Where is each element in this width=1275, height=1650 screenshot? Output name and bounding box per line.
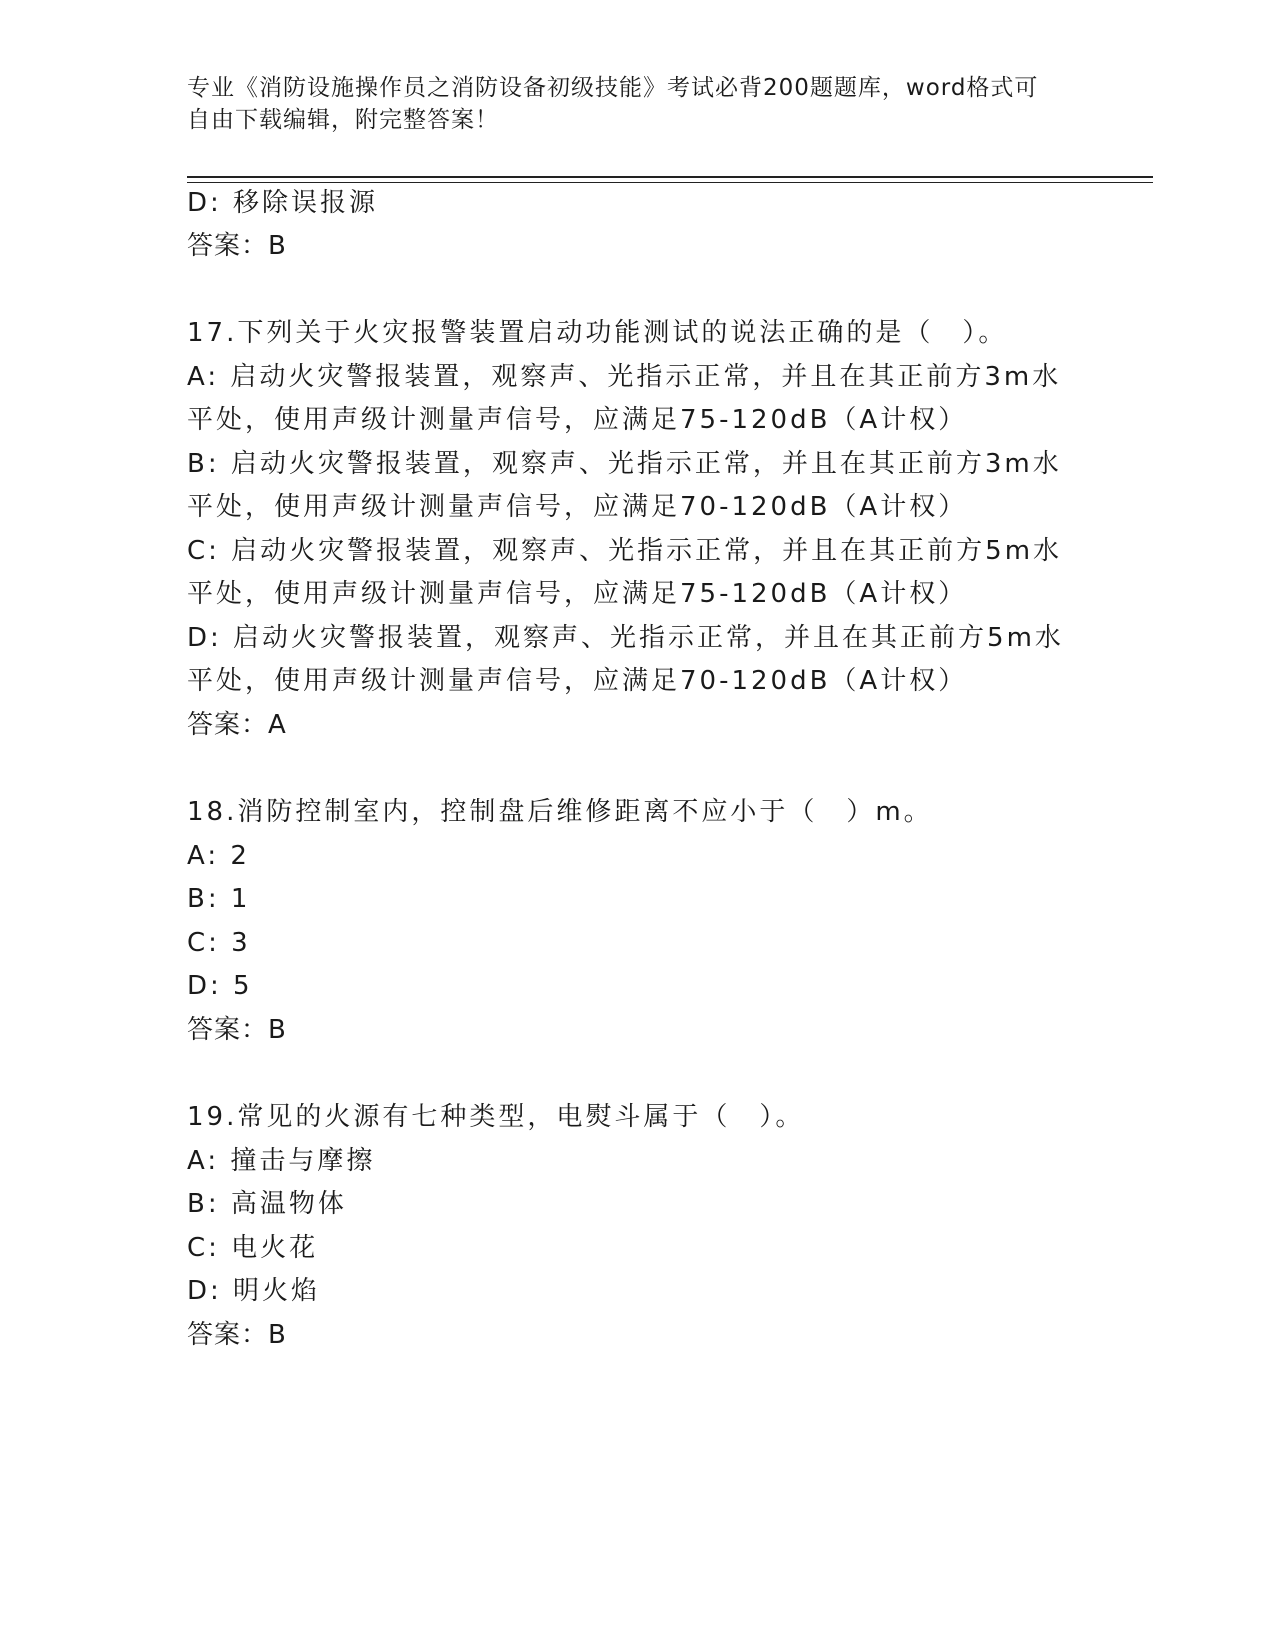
q18-answer: 答案：B	[187, 1015, 287, 1045]
prev-option-d: D: 移除误报源	[187, 188, 379, 218]
q18-option-a: A: 2	[187, 841, 250, 871]
q17-option-c-line1: C: 启动火灾警报装置，观察声、光指示正常，并且在其正前方5m水	[187, 536, 1063, 566]
header-line-1: 专业《消防设施操作员之消防设备初级技能》考试必背200题题库，word格式可	[187, 75, 1039, 101]
q19-option-b: B: 高温物体	[187, 1189, 347, 1219]
q17-option-b-line2: 平处，使用声级计测量声信号，应满足70-120dB（A计权）	[187, 492, 968, 522]
q17-option-c-line2: 平处，使用声级计测量声信号，应满足75-120dB（A计权）	[187, 579, 968, 609]
q19-answer: 答案：B	[187, 1320, 287, 1350]
q17-answer: 答案：A	[187, 710, 287, 740]
header-rule-thin	[187, 182, 1153, 183]
q18-stem: 18.消防控制室内，控制盘后维修距离不应小于（ ）m。	[187, 797, 933, 827]
q19-option-d: D: 明火焰	[187, 1276, 321, 1306]
page-header	[187, 72, 1067, 136]
q19-option-a: A: 撞击与摩擦	[187, 1146, 376, 1176]
prev-answer: 答案：B	[187, 231, 287, 261]
q18-option-d: D: 5	[187, 971, 253, 1001]
q18-option-c: C: 3	[187, 928, 251, 958]
q17-stem: 17.下列关于火灾报警装置启动功能测试的说法正确的是（ ）。	[187, 318, 1008, 348]
header-rule-thick	[187, 176, 1153, 178]
q17-option-a-line1: A: 启动火灾警报装置，观察声、光指示正常，并且在其正前方3m水	[187, 362, 1062, 392]
q17-option-a-line2: 平处，使用声级计测量声信号，应满足75-120dB（A计权）	[187, 405, 968, 435]
q17-option-b-line1: B: 启动火灾警报装置，观察声、光指示正常，并且在其正前方3m水	[187, 449, 1062, 479]
q19-stem: 19.常见的火源有七种类型，电熨斗属于（ ）。	[187, 1102, 805, 1132]
q17-option-d-line1: D: 启动火灾警报装置，观察声、光指示正常，并且在其正前方5m水	[187, 623, 1064, 653]
q18-option-b: B: 1	[187, 884, 251, 914]
q17-option-d-line2: 平处，使用声级计测量声信号，应满足70-120dB（A计权）	[187, 666, 968, 696]
q19-option-c: C: 电火花	[187, 1233, 319, 1263]
header-line-2: 自由下载编辑，附完整答案！	[187, 107, 499, 133]
